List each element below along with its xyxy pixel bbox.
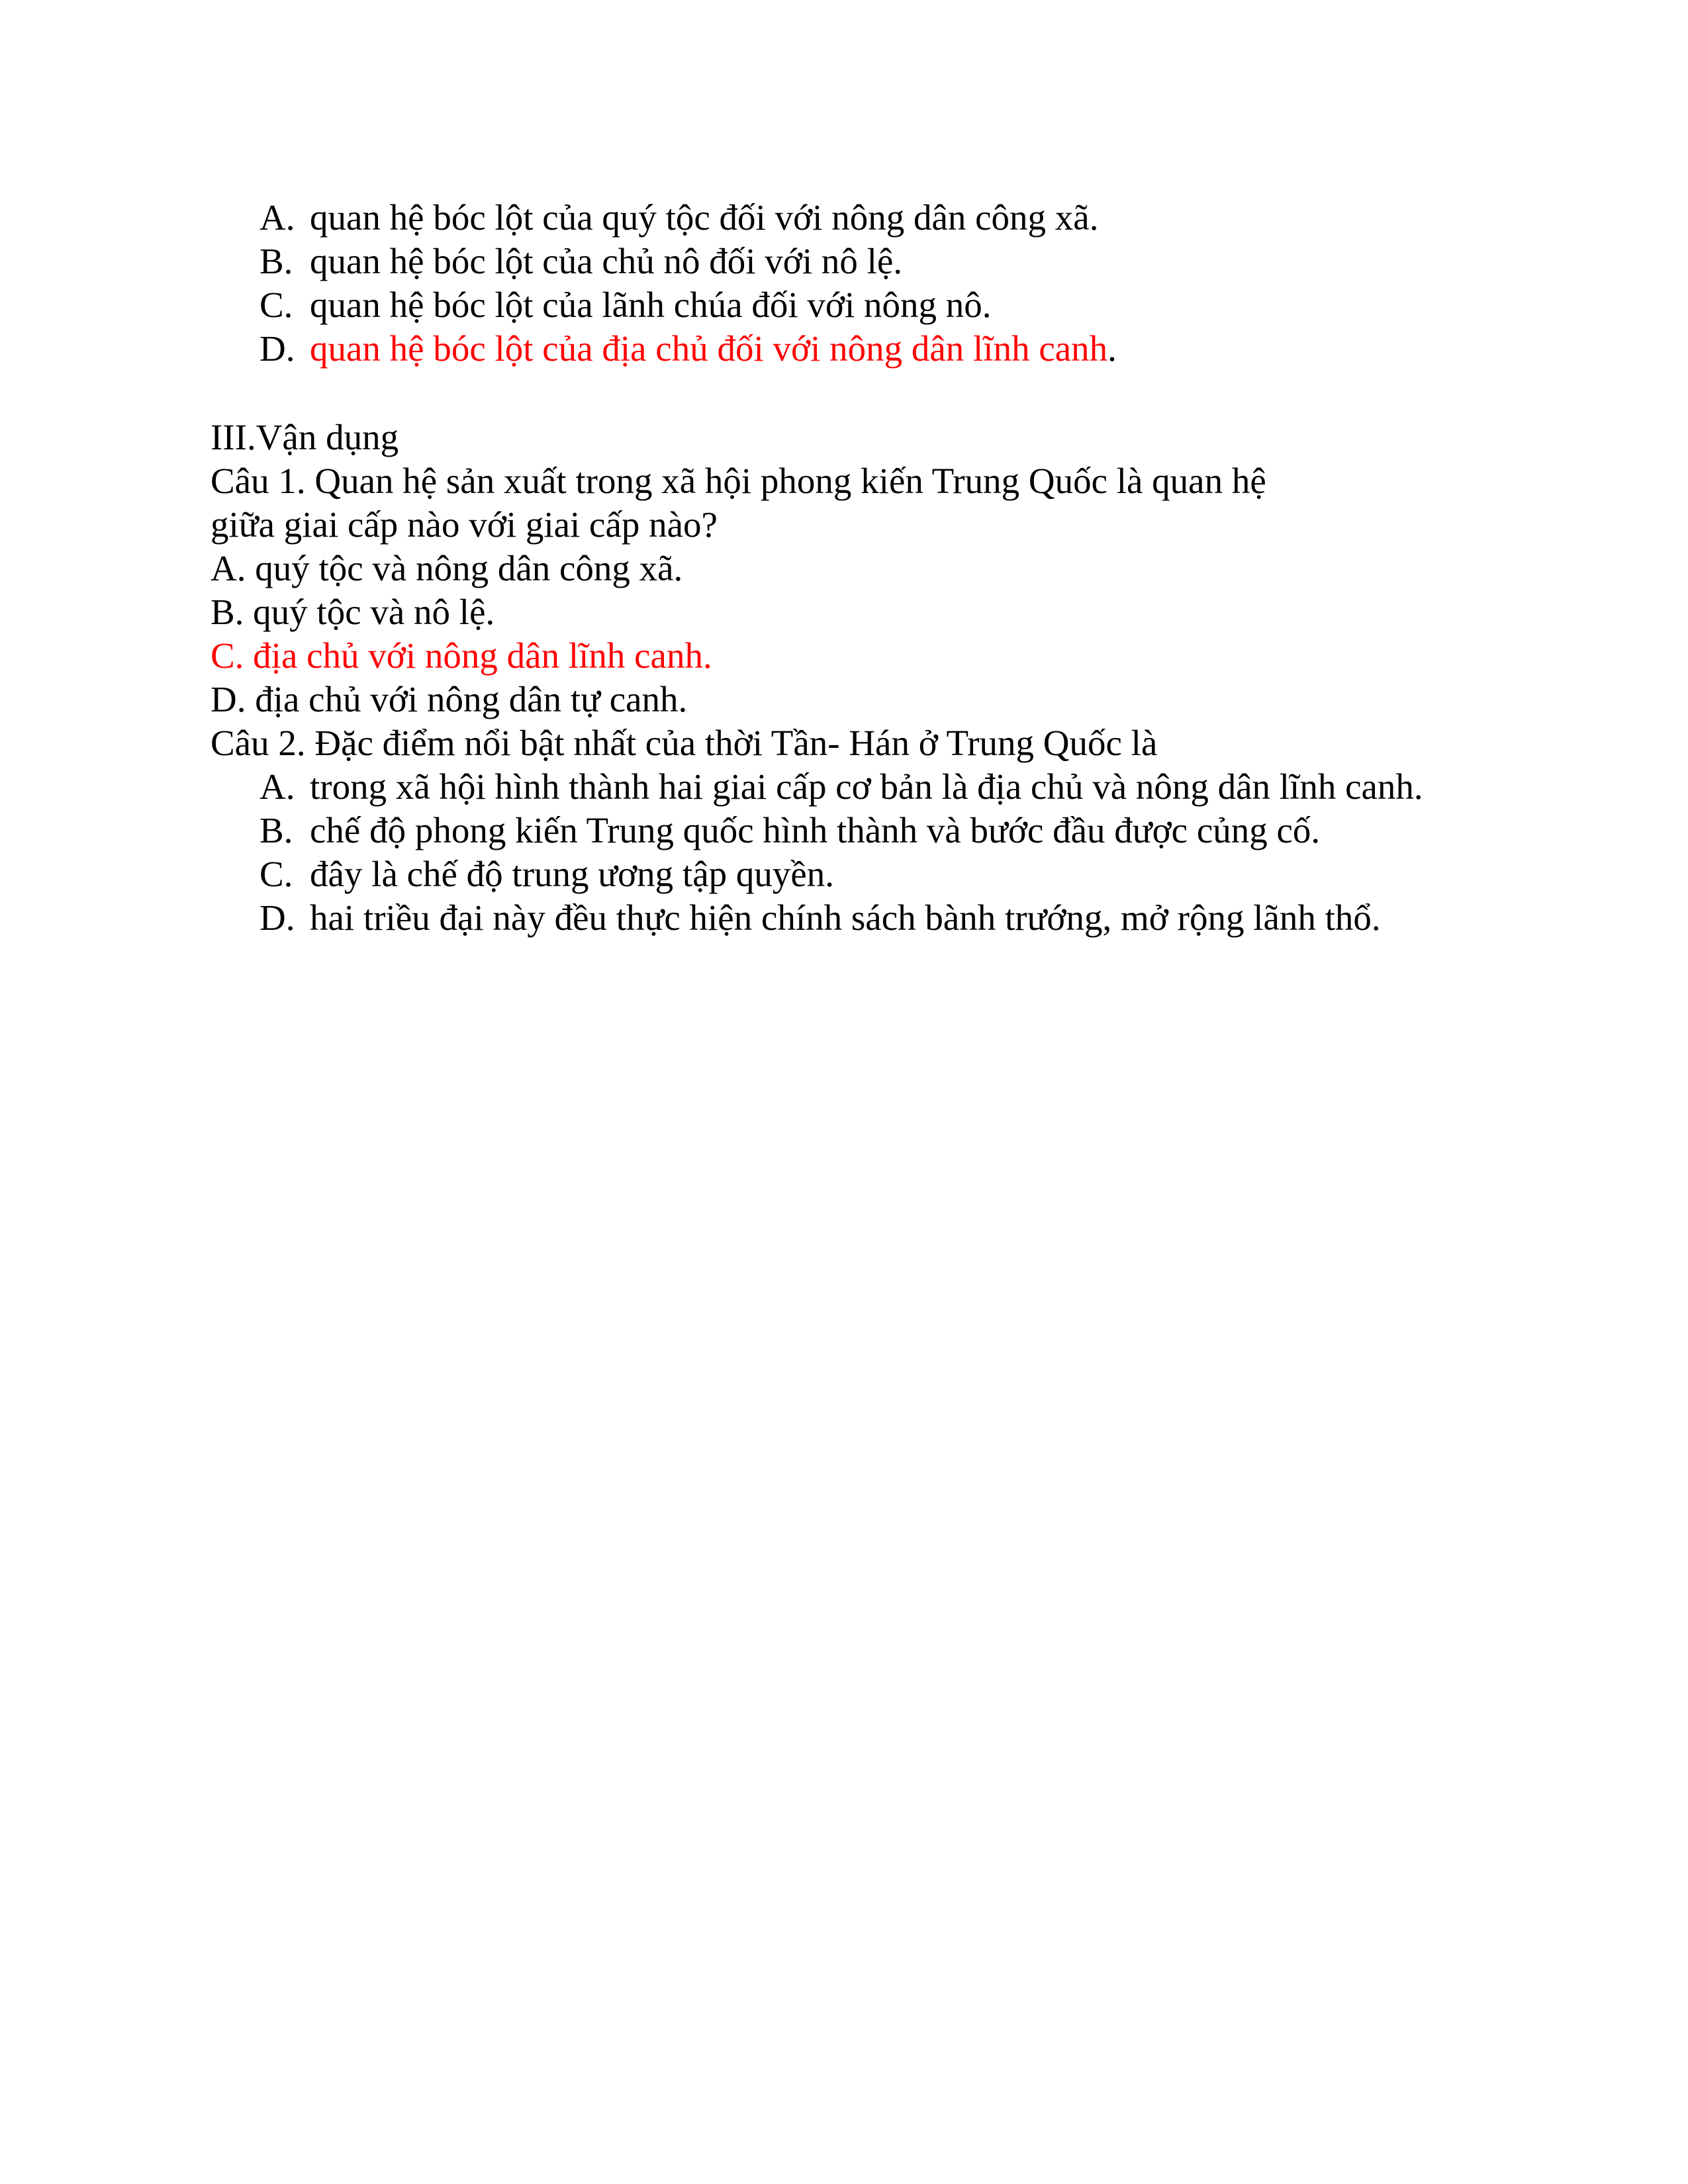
option-text: quan hệ bóc lột của lãnh chúa đối với nông nô. [310, 285, 992, 325]
question-1-option-d: D. địa chủ với nông dân tự canh. [211, 679, 688, 719]
option-letter: B. [259, 241, 293, 281]
option-letter: A. [259, 197, 295, 238]
question-1-text-line2: giữa giai cấp nào với giai cấp nào? [211, 504, 718, 545]
option-text: chế độ phong kiến Trung quốc hình thành và bước đầu được củng cố. [310, 810, 1321, 850]
question-1-option-c-correct: C. địa chủ với nông dân lĩnh canh. [211, 635, 712, 676]
question-1-option-b: B. quý tộc và nô lệ. [211, 592, 495, 632]
option-text-correct [310, 327, 1117, 371]
option-text: quan hệ bóc lột của quý tộc đối với nông dân công xã. [310, 197, 1099, 238]
option-letter: C. [259, 854, 293, 894]
question-1-text-line1: Câu 1. Quan hệ sản xuất trong xã hội phong kiến Trung Quốc là quan hệ [211, 461, 1266, 501]
option-text: hai triều đại này đều thực hiện chính sách bành trướng, mở rộng lãnh thổ. [310, 897, 1381, 938]
question-1-option-a: A. quý tộc và nông dân công xã. [211, 548, 683, 588]
option-letter: D. [259, 897, 295, 938]
question-2-text: Câu 2. Đặc điểm nổi bật nhất của thời Tần- Hán ở Trung Quốc là [211, 723, 1158, 763]
option-letter: C. [259, 285, 293, 325]
option-letter: D. [259, 328, 295, 369]
option-text: quan hệ bóc lột của chủ nô đối với nô lệ. [310, 241, 903, 281]
correct-answer-text: quan hệ bóc lột của địa chủ đối với nông dân lĩnh canh [310, 328, 1108, 369]
option-text: trong xã hội hình thành hai giai cấp cơ bản là địa chủ và nông dân lĩnh canh. [310, 766, 1423, 807]
option-text: đây là chế độ trung ương tập quyền. [310, 854, 835, 894]
option-letter: B. [259, 810, 293, 850]
option-letter: A. [259, 766, 295, 807]
option-trailing-period: . [1107, 328, 1117, 369]
section-heading: III.Vận dụng [211, 417, 399, 457]
